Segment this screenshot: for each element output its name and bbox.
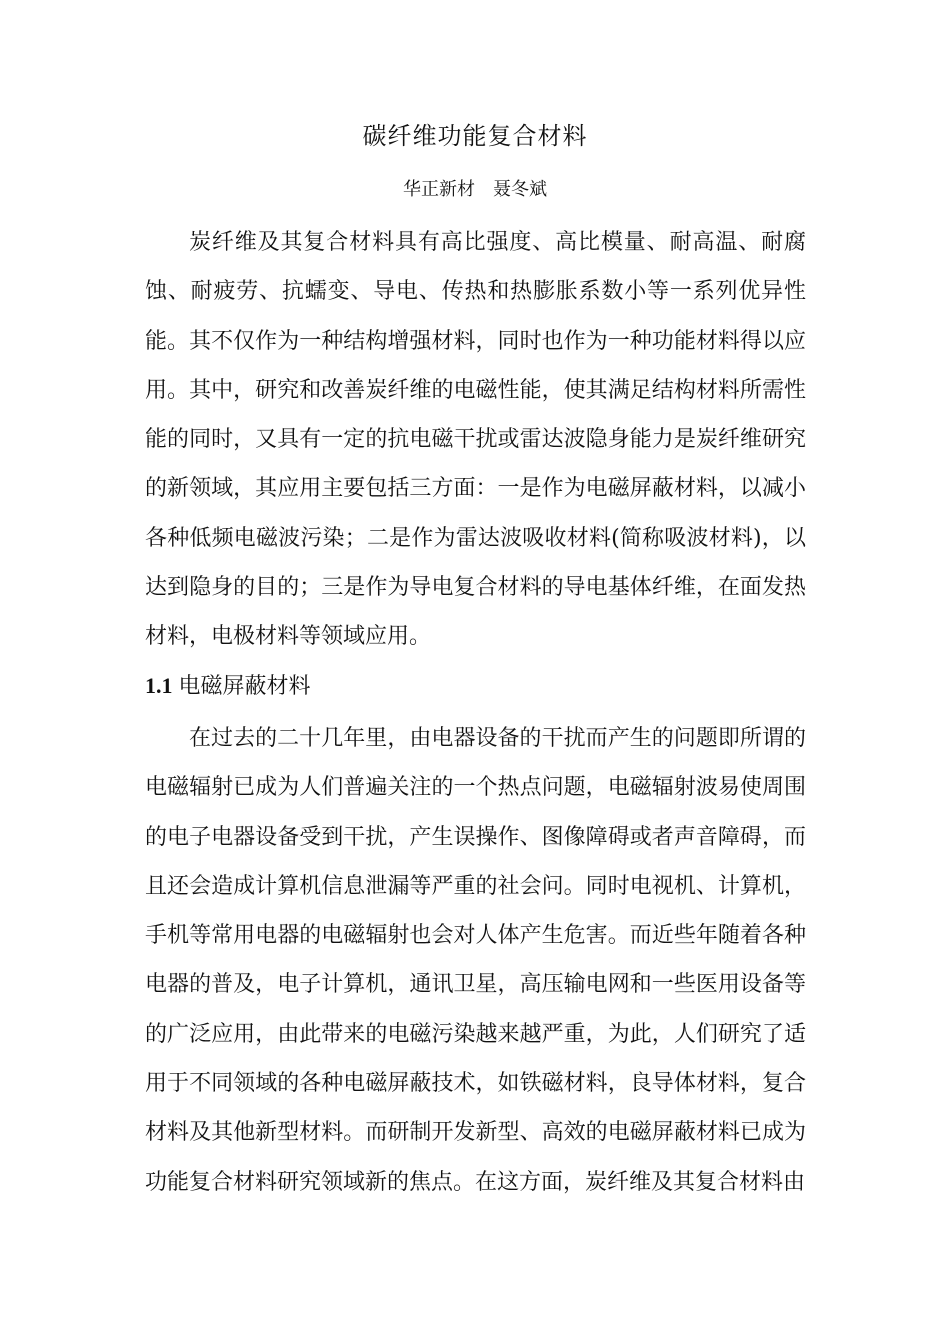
intro-paragraph: 炭纤维及其复合材料具有高比强度、高比模量、耐高温、耐腐蚀、耐疲劳、抗蠕变、导电、传热和热膨胀系数小等一系列优异性能。其不仅作为一种结构增强材料，同时也作为一种功能材料得以应用。其中，研究和改善炭纤维的电磁性能，使其满足结构材料所需性能的同时，又具有一定的抗电磁干扰或雷达波隐身能力是炭纤维研究的新领域，其应用主要包括三方面：一是作为电磁屏蔽材料，以减小各种低频电磁波污染；二是作为雷达波吸收材料(简称吸波材料)，以达到隐身的目的；三是作为导电复合材料的导电基体纤维，在面发热材料，电极材料等领域应用。 [145, 230, 806, 650]
author-line: 华正新材 聂冬斌 [403, 179, 547, 200]
section-title: 电磁屏蔽材料 [178, 674, 311, 699]
section-number: 1.1 [145, 673, 173, 698]
section-paragraph: 在过去的二十几年里，由电器设备的干扰而产生的问题即所谓的电磁辐射已成为人们普遍关注的一个热点问题，电磁辐射波易使周围的电子电器设备受到干扰，产生误操作、图像障碍或者声音障碍，而且还会造成计算机信息泄漏等严重的社会问。同时电视机、计算机，手机等常用电器的电磁辐射也会对人体产生危害。而近些年随着各种电器的普及，电子计算机，通讯卫星，高压输电网和一些医用设备等的广泛应用，由此带来的电磁污染越来越严重，为此，人们研究了适用于不同领域的各种电磁屏蔽技术，如铁磁材料，良导体材料，复合材料及其他新型材料。而研制开发新型、高效的电磁屏蔽材料已成为功能复合材料研究领域新的焦点。在这方面，炭纤维及其复合材料由 [145, 726, 806, 1195]
document-title: 碳纤维功能复合材料 [362, 122, 588, 150]
section-heading [145, 663, 806, 710]
